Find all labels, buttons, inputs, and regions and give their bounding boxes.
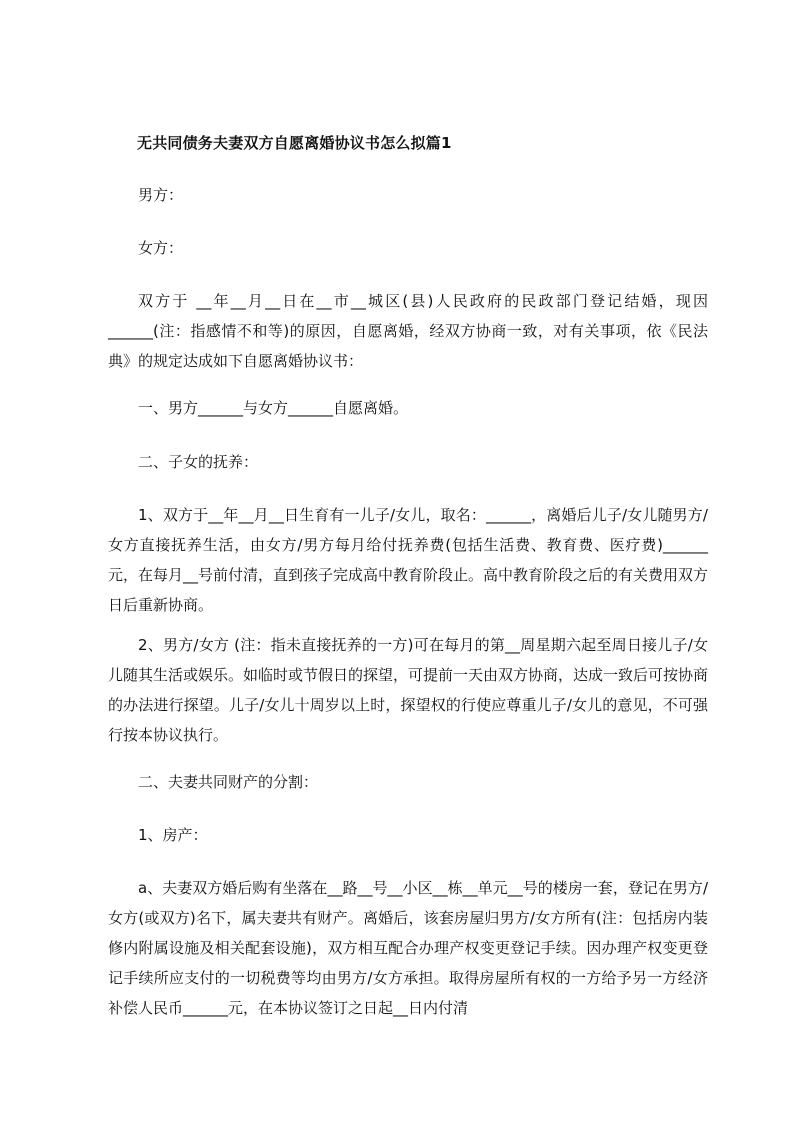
paragraph-child-support: 1、双方于__年__月__日生育有一儿子/女儿，取名：______，离婚后儿子/女儿随男方/女方直接抚养生活，由女方/男方每月给付抚养费(包括生活费、教育费、医疗费)______元，在每月__号前付清，直到孩子完成高中教育阶段止。高中教育阶段之后的有关费用双方日后重新协商。	[108, 506, 709, 614]
paragraph-male-party: 男方：	[138, 186, 184, 204]
paragraph-heading-housing: 1、房产：	[138, 826, 208, 844]
document-title: 无共同债务夫妻双方自愿离婚协议书怎么拟篇1	[137, 134, 452, 152]
paragraph-housing-details: a、夫妻双方婚后购有坐落在__路__号__小区__栋__单元__号的楼房一套，登记在男方/女方(或双方)名下，属夫妻共有财产。离婚后，该套房屋归男方/女方所有(注：包括房内装修内附属设施及相关配套设施)，双方相互配合办理产权变更登记手续。因办理产权变更登记手续所应支付的一切税费等均由男方/女方承担。取得房屋所有权的一方给予另一方经济补偿人民币______元，在本协议签订之日起__日内付清	[108, 879, 708, 1017]
paragraph-clause-divorce: 一、男方______与女方______自愿离婚。	[138, 399, 409, 417]
paragraph-heading-child-custody: 二、子女的抚养：	[138, 453, 259, 471]
paragraph-marriage-intro: 双方于 __年__月__日在__市__城区(县)人民政府的民政部门登记结婚，现因______(注：指感情不和等)的原因，自愿离婚，经双方协商一致，对有关事项，依《民法典》的规定达成如下自愿离婚协议书：	[108, 292, 708, 370]
paragraph-female-party: 女方：	[138, 239, 184, 257]
paragraph-heading-property-division: 二、夫妻共同财产的分割：	[138, 773, 319, 791]
paragraph-visitation: 2、男方/女方 (注：指未直接抚养的一方)可在每月的第__周星期六起至周日接儿子/女儿随其生活或娱乐。如临时或节假日的探望，可提前一天由双方协商，达成一致后可按协商的办法进行探望。儿子/女儿十周岁以上时，探望权的行使应尊重儿子/女儿的意见，不可强行按本协议执行。	[108, 636, 709, 744]
